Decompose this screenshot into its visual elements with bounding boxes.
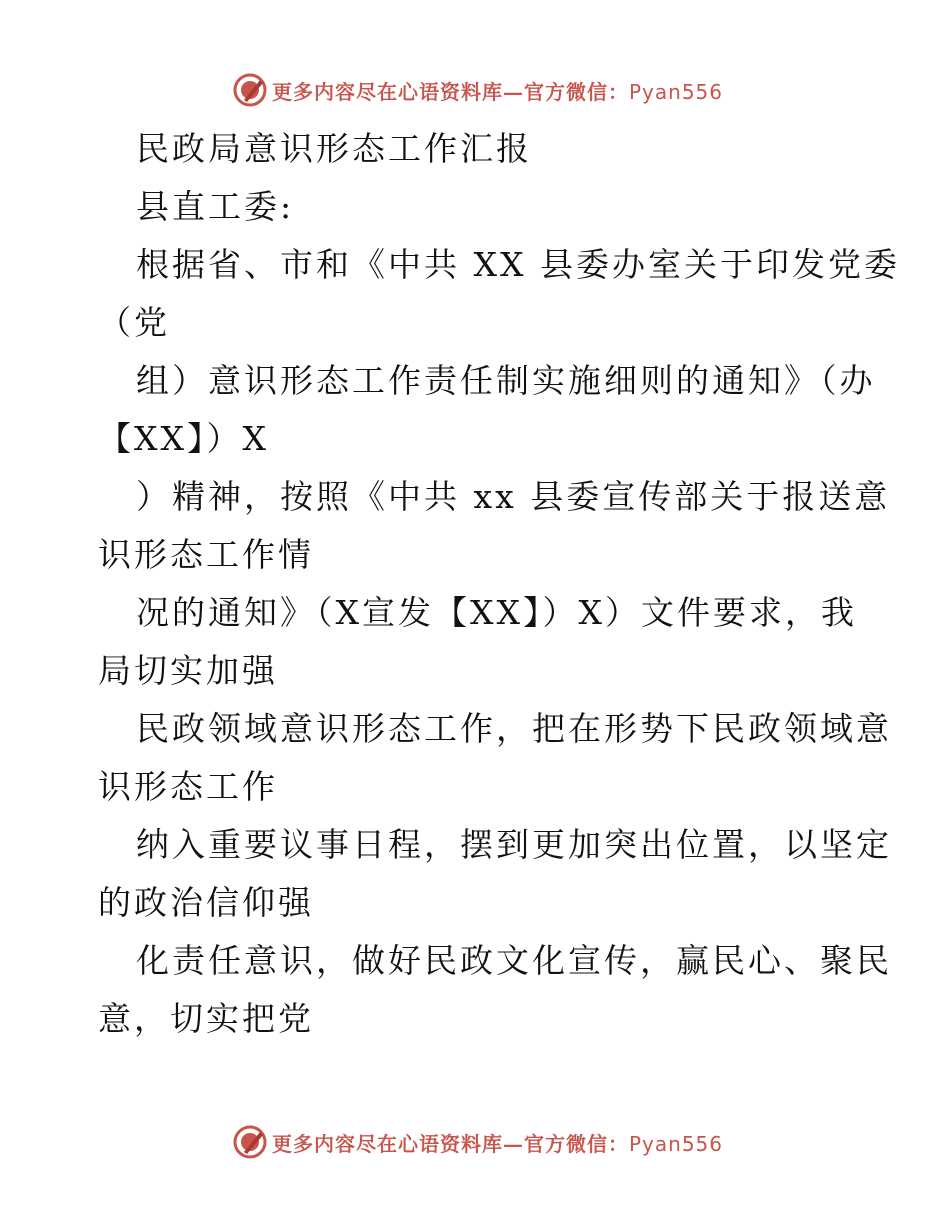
text-line: 意，切实把党 — [98, 999, 314, 1038]
watermark-text: 更多内容尽在心语资料库—官方微信：Pyan556 — [272, 1131, 724, 1156]
text-line: 识形态工作情 — [98, 535, 314, 574]
watermark-header — [232, 70, 723, 110]
document-body — [98, 120, 900, 1048]
watermark-footer — [232, 1122, 723, 1162]
text-line: 纳入重要议事日程，摆到更加突出位置，以坚定 — [136, 825, 892, 864]
pen-logo-icon — [232, 72, 268, 108]
text-line: 【XX】）X — [98, 419, 269, 458]
watermark-account: Pyan556 — [629, 1131, 724, 1156]
text-line: 组）意识形态工作责任制实施细则的通知》（办 — [136, 361, 876, 400]
watermark-account: Pyan556 — [629, 79, 724, 104]
watermark-text: 更多内容尽在心语资料库—官方微信：Pyan556 — [272, 79, 724, 104]
text-line: （党 — [98, 303, 170, 342]
text-line: 县直工委: — [136, 187, 295, 226]
text-line: 况的通知》（X宣发【XX】）X）文件要求，我 — [136, 593, 857, 632]
text-line: 化责任意识，做好民政文化宣传，赢民心、聚民 — [136, 941, 892, 980]
text-line: 民政领域意识形态工作，把在形势下民政领域意 — [136, 709, 892, 748]
text-line: 的政治信仰强 — [98, 883, 314, 922]
text-line: 根据省、市和《中共 XX 县委办室关于印发党委 — [136, 245, 900, 284]
text-line: 局切实加强 — [98, 651, 278, 690]
pen-logo-icon — [232, 1124, 268, 1160]
text-line: ）精神，按照《中共 xx 县委宣传部关于报送意 — [136, 477, 891, 516]
text-line: 识形态工作 — [98, 767, 278, 806]
document-title: 民政局意识形态工作汇报 — [136, 129, 532, 168]
